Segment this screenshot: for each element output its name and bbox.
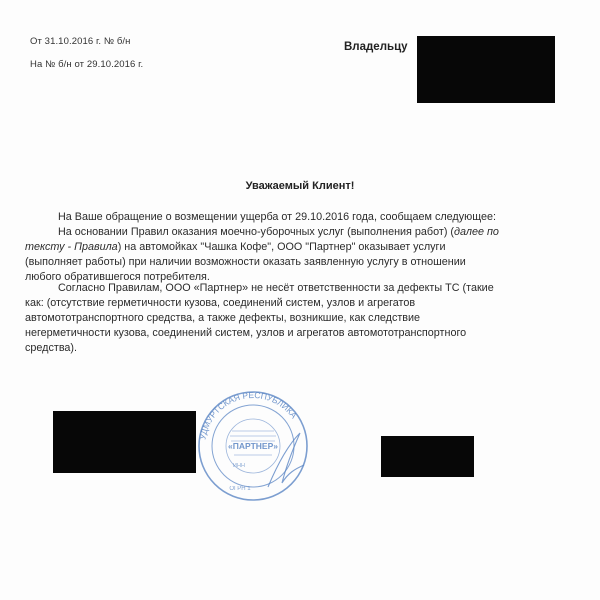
liability-line-5: средства). [25,342,78,354]
redacted-signatory [53,411,196,473]
redacted-signatory-name [381,436,474,477]
rules-line-1 [58,225,563,240]
liability-line-4: негерметичности кузова, соединений систем, узлов и агрегатов автомототранспортного [25,327,467,339]
stamp-ring-text: УДМУРТСКАЯ РЕСПУБЛИКА [197,389,300,441]
rules-line-4: любого обратившегося потребителя. [25,271,210,283]
rules-line-2-italic: тексту - Правила [25,241,118,253]
rules-line-3: (выполняет работы) при наличии возможности оказать заявленную услугу в отношении [25,256,466,268]
paragraph-rules [25,225,563,285]
stamp-company-name: «ПАРТНЕР» [228,441,278,451]
incoming-reference: На № б/н от 29.10.2016 г. [30,59,144,70]
stamp-inn: ИНН [233,463,245,469]
rules-line-2 [25,240,563,255]
rules-line-1-text: На основании Правил оказания моечно-уборочных услуг (выполнения работ) ( [58,226,455,238]
rules-line-2-text: ) на автомойках "Чашка Кофе", ООО "Партнер" оказывает услуги [117,241,446,253]
paragraph-intro [58,210,563,225]
rules-line-1-italic: далее по [454,226,499,238]
paragraph-liability [25,281,563,356]
liability-line-1: Согласно Правилам, ООО «Партнер» не несёт ответственности за дефекты ТС (такие [58,282,494,294]
stamp-ogrn: ОГРН 1 [229,486,251,492]
outgoing-reference: От 31.10.2016 г. № б/н [30,36,131,47]
liability-line-2: как: (отсутствие герметичности кузова, соединений систем, узлов и агрегатов [25,297,416,309]
salutation: Уважаемый Клиент! [245,180,355,192]
liability-line-3: автомототранспортного средства, а также дефекты, возникшие, как следствие [25,312,421,324]
paragraph-intro-text: На Ваше обращение о возмещении ущерба от 29.10.2016 года, сообщаем следующее: [58,211,497,223]
addressee-label: Владельцу [344,41,408,53]
redacted-addressee [417,36,555,103]
company-stamp [196,389,310,503]
